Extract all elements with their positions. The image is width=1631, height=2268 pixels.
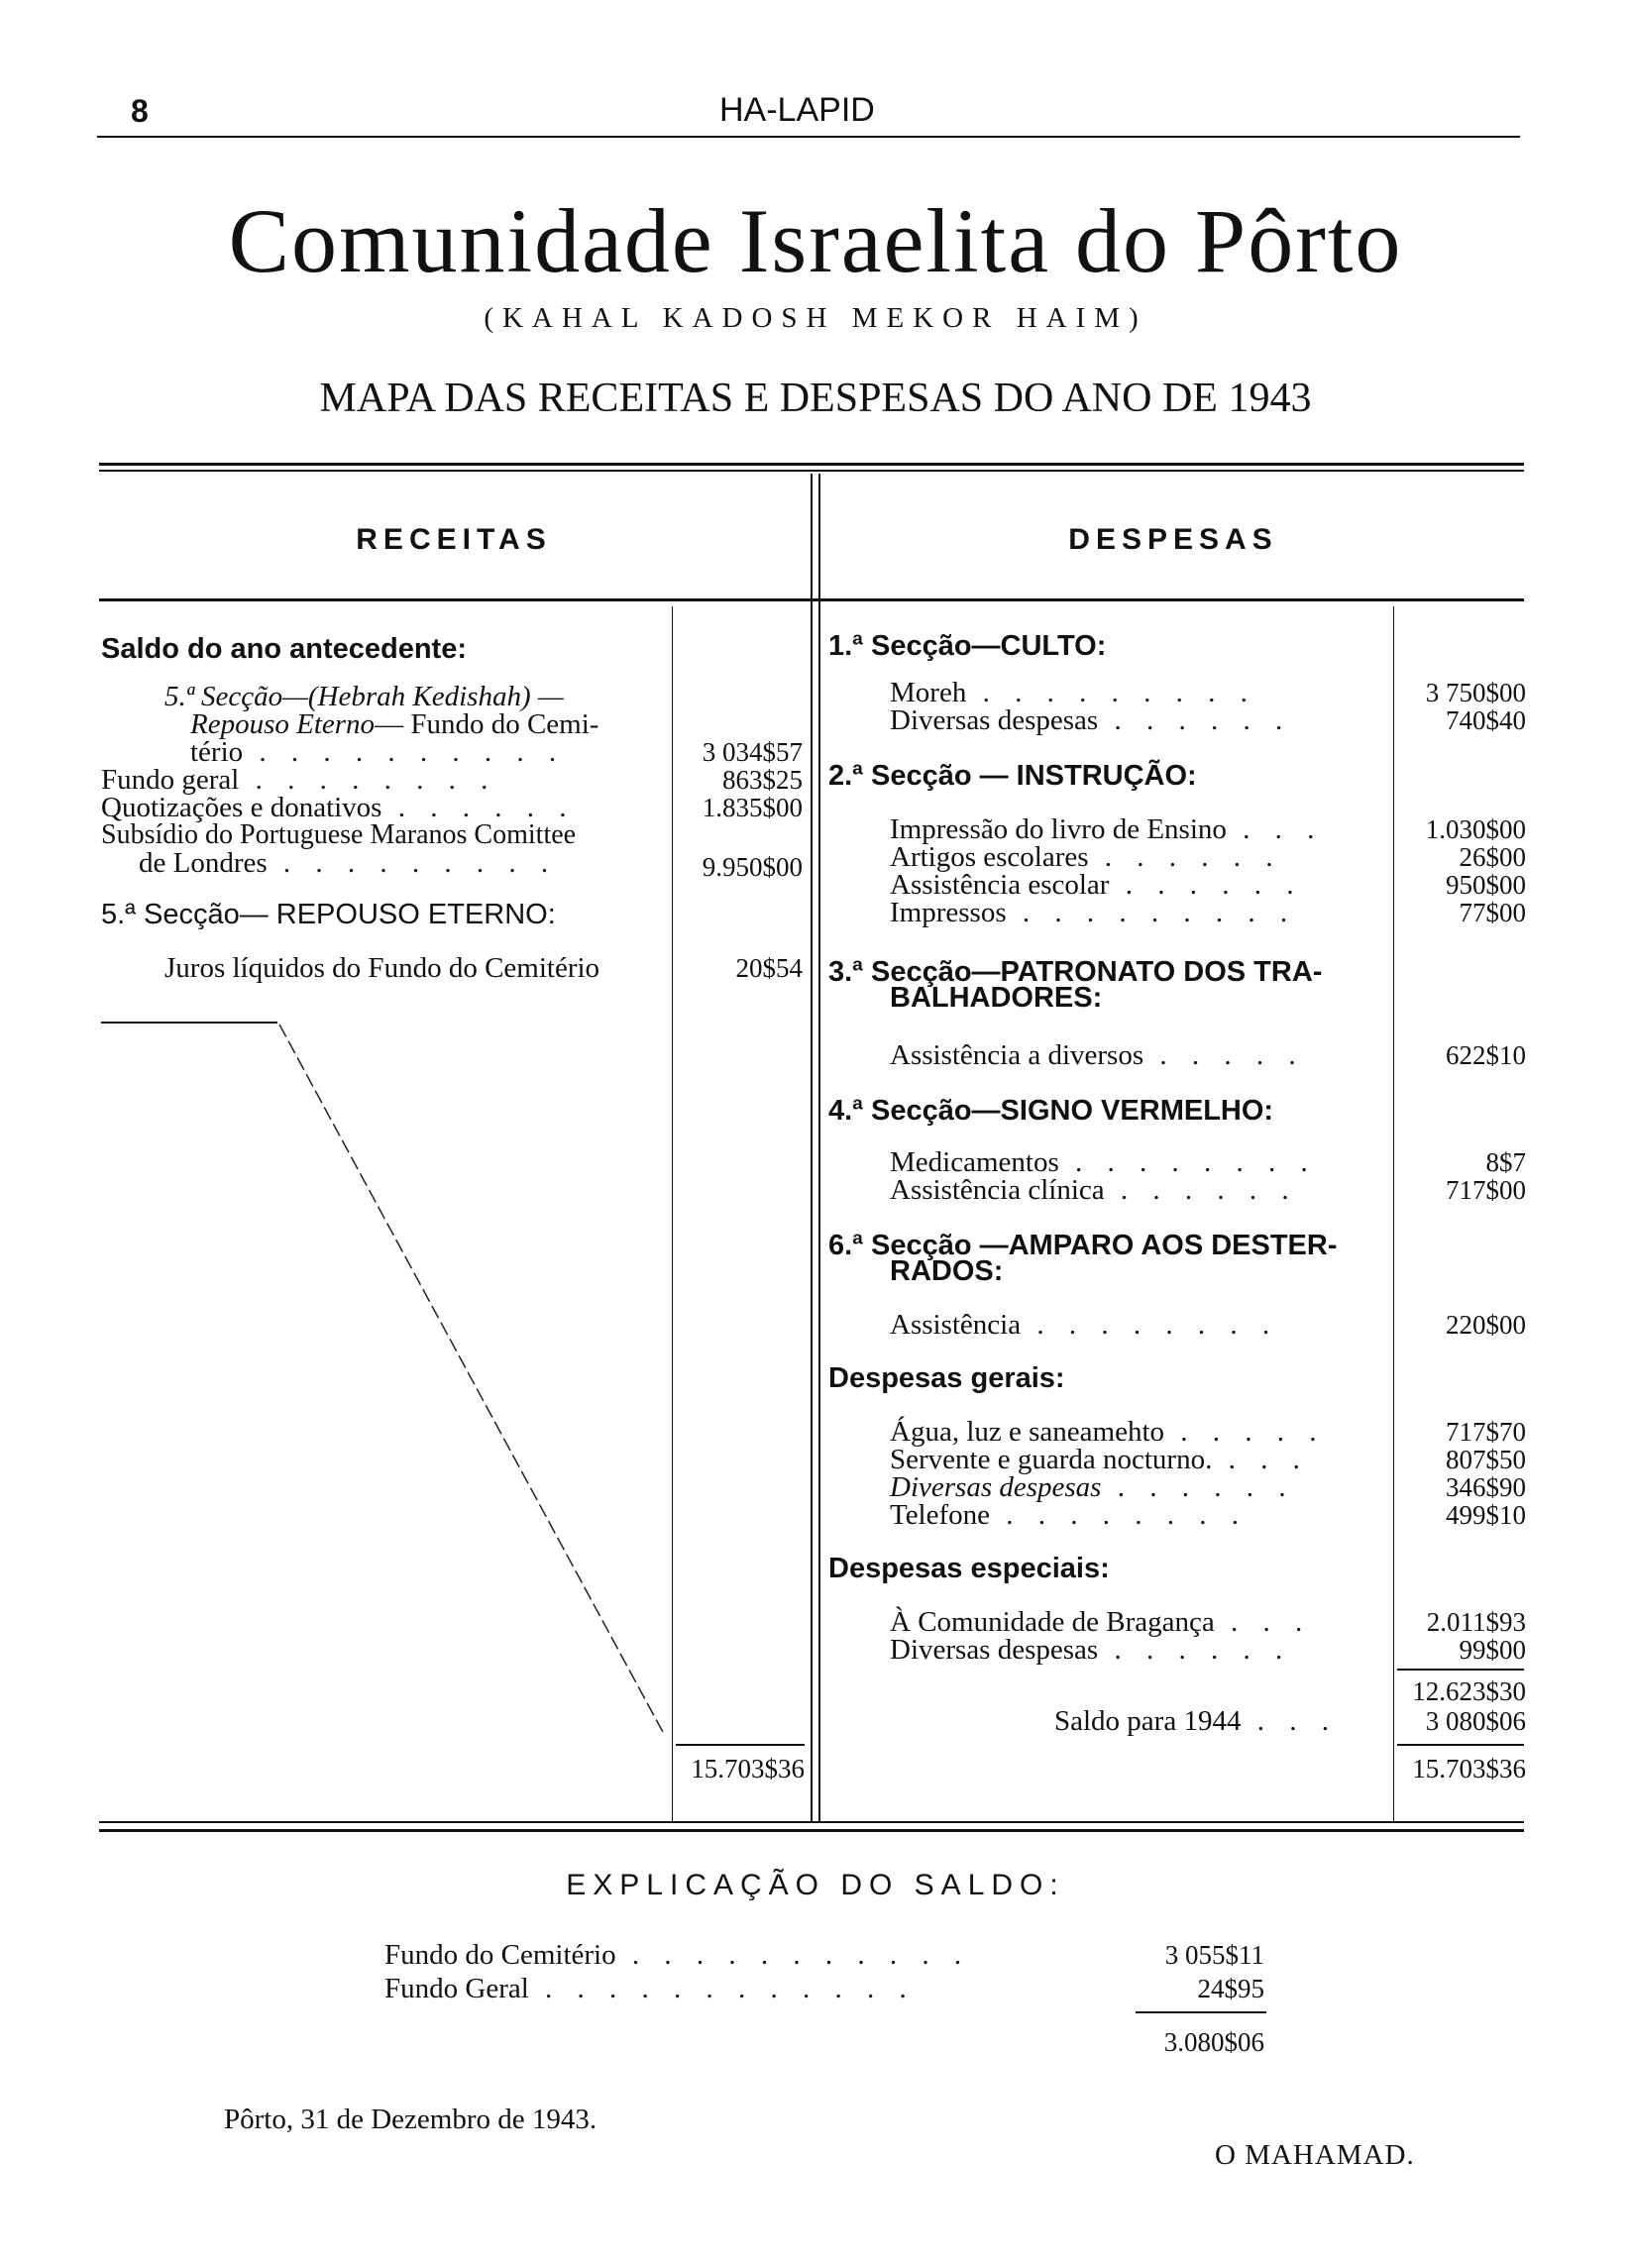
- receitas-heading: RECEITAS: [356, 523, 552, 556]
- leader-dots: . . . . . . . . . . . .: [528, 1973, 916, 2004]
- medicamentos-row: [890, 1147, 1317, 1177]
- assist-clinica-row: [890, 1175, 1298, 1205]
- leader-dots: . . . . . . . .: [1021, 1309, 1279, 1341]
- sec5-line1-text: 5.ª Secção—(Hebrah Kedishah) —: [164, 681, 564, 712]
- fundo-cemiterio-label: Fundo do Cemitério: [384, 1939, 616, 1971]
- agua-row: [890, 1417, 1326, 1447]
- despesas-amount-col-line: [1393, 606, 1394, 1821]
- explicacao-total-rule: [1136, 2011, 1266, 2013]
- sec5-line1: [164, 682, 564, 711]
- subsidio-line2-label: de Londres: [139, 847, 268, 879]
- braganca-label: À Comunidade de Bragança: [890, 1606, 1215, 1638]
- despesas-total-rule: [1397, 1744, 1524, 1746]
- leader-dots: . . . . . . . . . . .: [615, 1939, 971, 1971]
- sec5-line3-text: tério: [190, 736, 244, 768]
- fill-diagonal: [99, 1011, 674, 1744]
- quotizacoes-amount: 1.835$00: [702, 793, 803, 822]
- juros-amount: 20$54: [735, 953, 803, 983]
- assistencia-row: [890, 1310, 1278, 1340]
- assistencia-label: Assistência: [890, 1309, 1022, 1341]
- impressos-amount: 77$00: [1459, 898, 1526, 927]
- artigos-label: Artigos escolares: [890, 841, 1089, 873]
- explicacao-heading: EXPLICAÇÃO DO SALDO:: [566, 1869, 1065, 1901]
- despesas-heading: DESPESAS: [1068, 523, 1278, 556]
- medicamentos-amount: 8$7: [1485, 1147, 1526, 1177]
- servente-amount: 807$50: [1446, 1445, 1526, 1474]
- agua-label: Água, luz e saneamehto: [890, 1416, 1165, 1448]
- assistencia-amount: 220$00: [1446, 1310, 1526, 1340]
- servente-row: [890, 1445, 1309, 1474]
- diversas1-label: Diversas despesas: [890, 704, 1099, 736]
- receitas-total: 15.703$36: [691, 1754, 805, 1783]
- leader-dots: . . . . . .: [1101, 1471, 1295, 1503]
- leader-dots: . . . . . . . . .: [267, 847, 558, 879]
- telefone-label: Telefone: [890, 1499, 991, 1531]
- s3-line1: 3.ª Secção—PATRONATO DOS TRA-: [828, 956, 1323, 988]
- despesas-subtotal: 12.623$30: [1412, 1676, 1526, 1706]
- juros-row: Juros líquidos do Fundo do Cemitério: [164, 952, 600, 984]
- map-title: MAPA DAS RECEITAS E DESPESAS DO ANO DE 1943: [319, 376, 1312, 421]
- leader-dots: . . . . . .: [381, 792, 576, 823]
- artigos-row: [890, 842, 1282, 872]
- diversas1-row: [890, 705, 1291, 735]
- leader-dots: . . .: [1212, 1444, 1309, 1475]
- sec5-line2b: — Fundo do Cemi-: [375, 708, 599, 740]
- assist-diversos-label: Assistência a diversos: [890, 1039, 1144, 1071]
- leader-dots: . . .: [1241, 1705, 1338, 1737]
- s3-line2: BALHADORES:: [890, 982, 1103, 1014]
- impressao-row: [890, 814, 1323, 844]
- table-bottom-rule-1: [99, 1821, 1524, 1823]
- subtitle: (KAHAL KADOSH MEKOR HAIM): [484, 302, 1147, 334]
- moreh-amount: 3 750$00: [1425, 678, 1526, 707]
- fundo-cemiterio-row: [384, 1940, 970, 1970]
- quotizacoes-row: [101, 793, 575, 822]
- diversas1-amount: 740$40: [1446, 705, 1526, 735]
- sec5-amount: 3 034$57: [702, 737, 803, 767]
- fundo-cemiterio-amount: 3 055$11: [1164, 1940, 1264, 1970]
- despesas-subtotal-rule: [1397, 1669, 1524, 1671]
- assist-escolar-row: [890, 870, 1302, 900]
- braganca-amount: 2.011$93: [1426, 1607, 1526, 1637]
- assist-escolar-label: Assistência escolar: [890, 869, 1110, 901]
- diversas2-label: Diversas despesas: [890, 1471, 1102, 1503]
- saldo-label: Saldo para 1944: [1054, 1705, 1242, 1737]
- leader-dots: . . . . . .: [1098, 704, 1292, 736]
- diversas3-label: Diversas despesas: [890, 1634, 1099, 1666]
- s2-heading: 2.ª Secção — INSTRUÇÃO:: [828, 760, 1197, 792]
- table-bottom-rule-2: [99, 1829, 1524, 1832]
- subsidio-line2: [139, 848, 557, 878]
- fundo-geral-row: [101, 765, 496, 795]
- fundo-geral-amount: 863$25: [722, 765, 803, 795]
- s4-heading: 4.ª Secção—SIGNO VERMELHO:: [828, 1095, 1274, 1127]
- place-date: Pôrto, 31 de Dezembro de 1943.: [224, 2104, 598, 2135]
- fundo-geral-exp-label: Fundo Geral: [384, 1973, 529, 2004]
- heading-rule: [99, 598, 1524, 601]
- subsidio-line1: Subsídio do Portuguese Maranos Comittee: [101, 819, 577, 850]
- assist-diversos-amount: 622$10: [1446, 1040, 1526, 1070]
- diversas3-amount: 99$00: [1459, 1635, 1526, 1665]
- leader-dots: . . . . . . . . . .: [243, 736, 566, 768]
- saldo-amount: 3 080$06: [1425, 1706, 1526, 1736]
- agua-amount: 717$70: [1446, 1417, 1526, 1447]
- fundo-geral-exp-row: [384, 1974, 916, 2003]
- s6-line2: RADOS:: [890, 1255, 1004, 1287]
- impressos-row: [890, 898, 1296, 927]
- impressao-label: Impressão do livro de Ensino: [890, 813, 1227, 845]
- saldo-heading: Saldo do ano antecedente:: [101, 633, 467, 665]
- subsidio-amount: 9.950$00: [702, 852, 803, 882]
- center-divider-1: [811, 474, 813, 1821]
- s1-heading: 1.ª Secção—CULTO:: [828, 630, 1107, 662]
- page-title: Comunidade Israelita do Pôrto: [228, 190, 1403, 291]
- leader-dots: . . .: [1214, 1606, 1312, 1638]
- table-top-rule-2: [99, 470, 1524, 472]
- page-number: 8: [131, 93, 149, 129]
- leader-dots: . . . . . . . .: [1058, 1146, 1317, 1178]
- leader-dots: . . . . . .: [1109, 869, 1303, 901]
- fundo-geral-exp-amount: 24$95: [1197, 1974, 1264, 2003]
- leader-dots: . . . . .: [1164, 1416, 1326, 1448]
- diversas3-row: [890, 1635, 1291, 1665]
- receitas-total-rule: [676, 1744, 805, 1746]
- telefone-row: [890, 1500, 1248, 1530]
- explicacao-total: 3.080$06: [1163, 2027, 1264, 2057]
- especiais-heading: Despesas especiais:: [828, 1553, 1110, 1584]
- artigos-amount: 26$00: [1459, 842, 1526, 872]
- assist-diversos-row: [890, 1040, 1305, 1070]
- assist-clinica-label: Assistência clínica: [890, 1174, 1105, 1206]
- sec5-line3: [190, 737, 565, 767]
- moreh-label: Moreh: [890, 677, 967, 708]
- medicamentos-label: Medicamentos: [890, 1146, 1059, 1178]
- leader-dots: . . . . . .: [1098, 1634, 1292, 1666]
- sec5-line2: [190, 709, 598, 739]
- journal-title: HA-LAPID: [719, 91, 875, 129]
- leader-dots: . . .: [1226, 813, 1324, 845]
- s6-line1: 6.ª Secção —AMPARO AOS DESTER-: [828, 1230, 1338, 1261]
- leader-dots: . . . . . . . . .: [1006, 897, 1297, 928]
- leader-dots: . . . . . .: [1104, 1174, 1298, 1206]
- table-top-rule-1: [99, 463, 1524, 466]
- gerais-heading: Despesas gerais:: [828, 1362, 1065, 1394]
- quotizacoes-label: Quotizações e donativos: [101, 792, 382, 823]
- leader-dots: . . . . . . . . .: [966, 677, 1256, 708]
- assist-clinica-amount: 717$00: [1446, 1175, 1526, 1205]
- diversas2-amount: 346$90: [1446, 1472, 1526, 1502]
- sec5b-heading: 5.ª Secção— REPOUSO ETERNO:: [101, 899, 556, 930]
- leader-dots: . . . . . . . .: [990, 1499, 1249, 1531]
- assist-escolar-amount: 950$00: [1446, 870, 1526, 900]
- diversas2-row: [890, 1472, 1294, 1502]
- servente-label: Servente e guarda nocturno.: [890, 1444, 1213, 1475]
- repouso-eterno-label: Repouso Eterno: [190, 708, 376, 740]
- center-divider-2: [818, 474, 820, 1821]
- header-rule: [97, 136, 1520, 138]
- despesas-total: 15.703$36: [1412, 1754, 1526, 1783]
- impressos-label: Impressos: [890, 897, 1007, 928]
- saldo-row: [1054, 1706, 1338, 1736]
- signature: O MAHAMAD.: [1215, 2139, 1415, 2171]
- telefone-amount: 499$10: [1446, 1500, 1526, 1530]
- leader-dots: . . . . .: [1143, 1039, 1305, 1071]
- moreh-row: [890, 678, 1256, 707]
- braganca-row: [890, 1607, 1311, 1637]
- impressao-amount: 1.030$00: [1425, 814, 1526, 844]
- leader-dots: . . . . . . . .: [239, 764, 497, 796]
- fundo-geral-label: Fundo geral: [101, 764, 240, 796]
- leader-dots: . . . . . .: [1088, 841, 1282, 873]
